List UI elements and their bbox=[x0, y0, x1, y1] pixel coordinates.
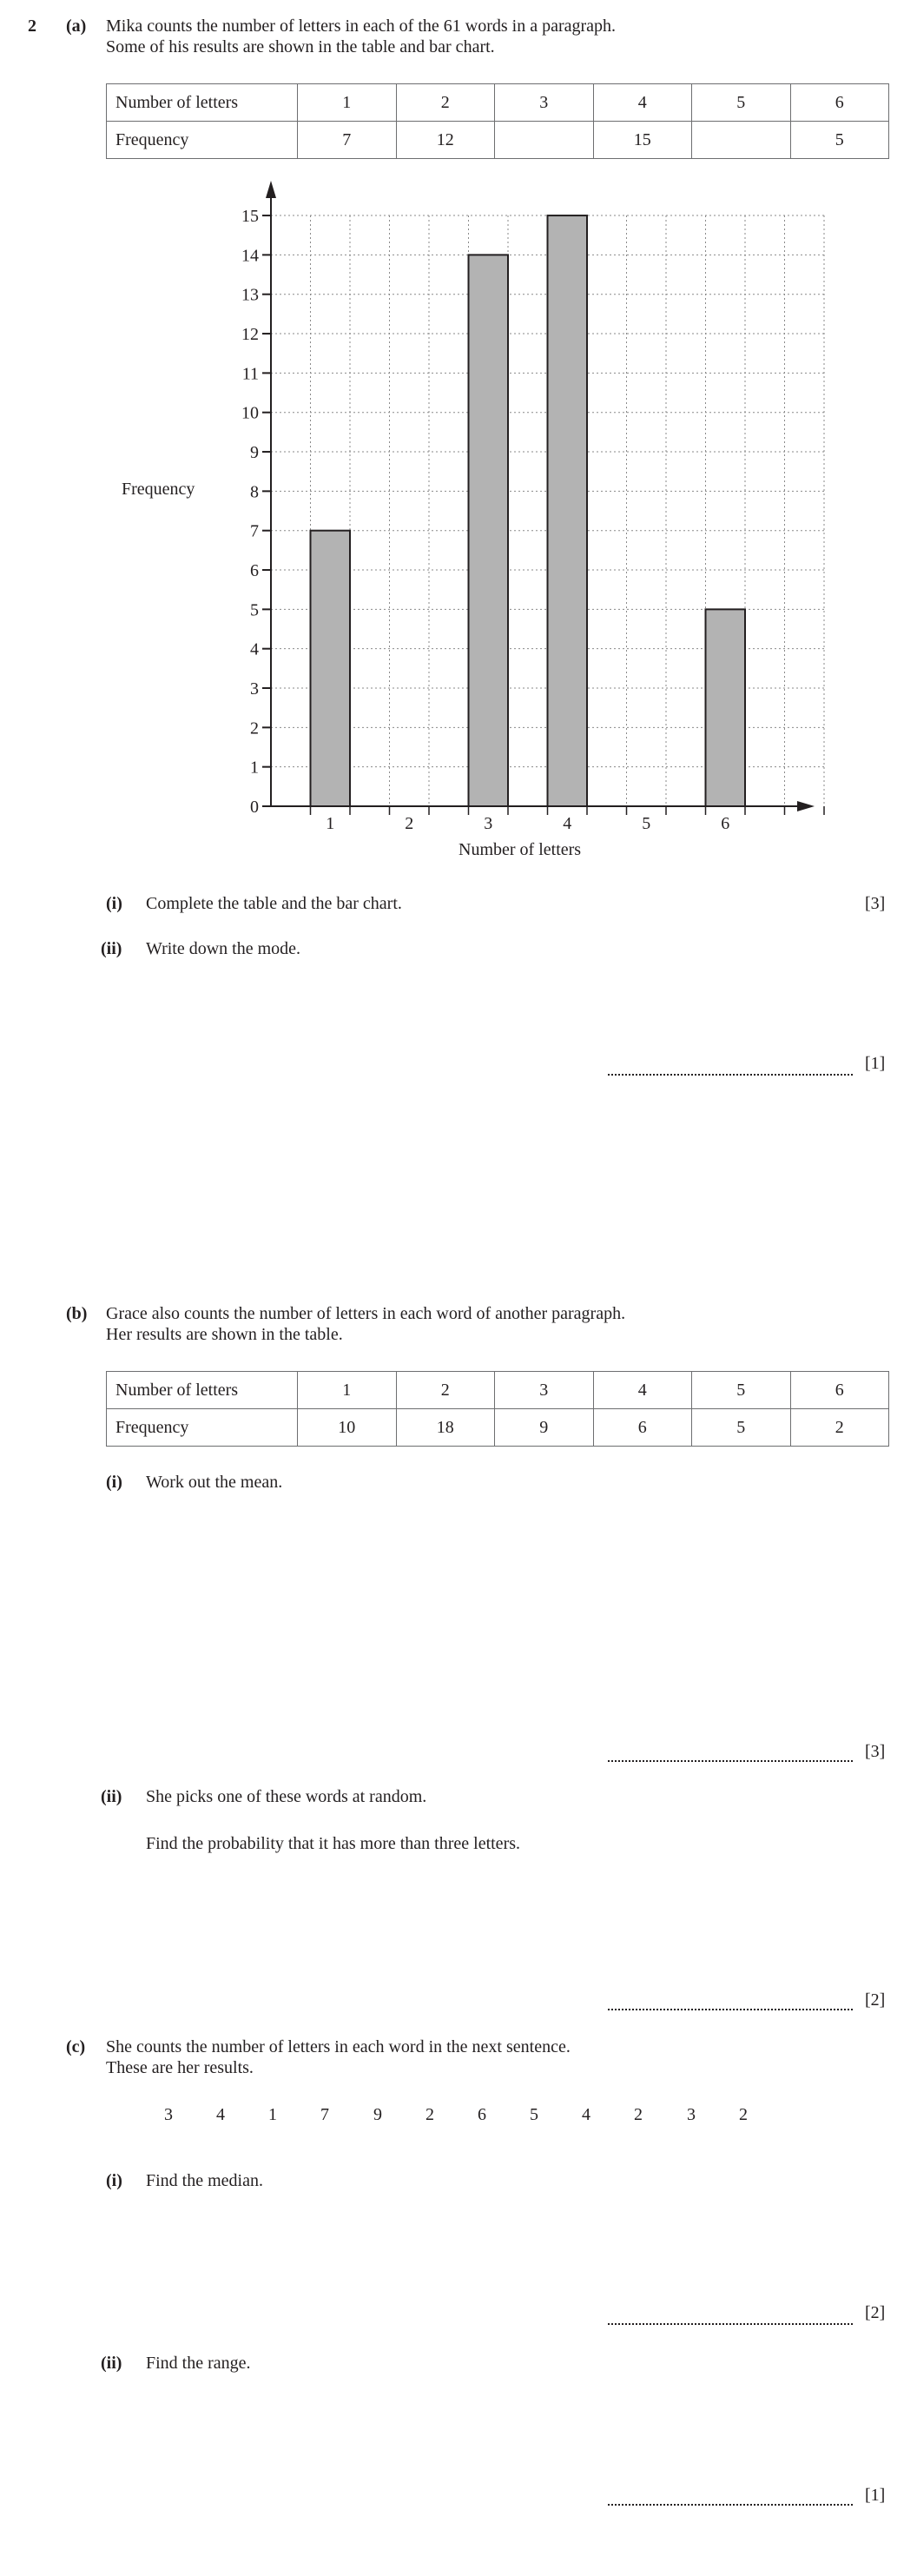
part-c-i-marks: [2] bbox=[865, 2303, 886, 2322]
y-tick-label: 8 bbox=[250, 482, 259, 502]
result-value: 2 bbox=[739, 2105, 748, 2124]
question-number: 2 bbox=[28, 17, 36, 36]
part-a-ii-label: (ii) bbox=[101, 939, 122, 958]
table-header-letters: Number of letters bbox=[107, 1372, 298, 1409]
result-value: 5 bbox=[530, 2105, 538, 2124]
table-cell: 5 bbox=[692, 1409, 791, 1447]
bar-6 bbox=[706, 609, 746, 806]
part-a-i-marks: [3] bbox=[865, 894, 886, 913]
part-c-label: (c) bbox=[66, 2037, 86, 2056]
part-a-i-label: (i) bbox=[106, 894, 122, 913]
table-cell: 6 bbox=[790, 1372, 889, 1409]
result-value: 6 bbox=[478, 2105, 486, 2124]
table-cell: 6 bbox=[593, 1409, 692, 1447]
x-tick-label: 1 bbox=[326, 814, 335, 833]
result-value: 9 bbox=[373, 2105, 382, 2124]
part-b-i-marks: [3] bbox=[865, 1742, 886, 1761]
result-value: 3 bbox=[164, 2105, 173, 2124]
x-tick-label: 4 bbox=[563, 814, 572, 833]
x-tick-label: 3 bbox=[484, 814, 493, 833]
bar-4 bbox=[548, 215, 588, 806]
part-c-intro-line2: These are her results. bbox=[106, 2058, 254, 2077]
chart-x-axis-label: Number of letters bbox=[458, 840, 582, 859]
part-c-ii-marks: [1] bbox=[865, 2486, 886, 2505]
result-value: 3 bbox=[687, 2105, 696, 2124]
y-tick-label: 9 bbox=[250, 443, 259, 463]
part-a-intro-line1: Mika counts the number of letters in each of the 61 words in a paragraph. bbox=[106, 17, 617, 36]
y-tick-label: 7 bbox=[250, 521, 259, 541]
result-value: 4 bbox=[216, 2105, 225, 2124]
answer-line-c-ii[interactable] bbox=[608, 2504, 853, 2506]
part-a-intro-line2: Some of his results are shown in the table and bar chart. bbox=[106, 37, 495, 56]
table-cell: 1 bbox=[298, 84, 397, 122]
part-b-ii-marks: [2] bbox=[865, 1990, 886, 2010]
part-a-ii-marks: [1] bbox=[865, 1054, 886, 1073]
table-row bbox=[107, 1372, 889, 1409]
table-cell: 6 bbox=[790, 84, 889, 122]
table-cell: 9 bbox=[495, 1409, 594, 1447]
table-header-letters: Number of letters bbox=[107, 84, 298, 122]
result-value: 2 bbox=[426, 2105, 434, 2124]
result-value: 1 bbox=[268, 2105, 277, 2124]
bar-1 bbox=[311, 531, 351, 806]
part-b-i-text: Work out the mean. bbox=[146, 1473, 283, 1492]
x-tick-label: 5 bbox=[642, 814, 651, 833]
part-a-i-text: Complete the table and the bar chart. bbox=[146, 894, 402, 913]
y-tick-label: 13 bbox=[241, 285, 259, 305]
y-tick-label: 11 bbox=[241, 364, 259, 384]
part-b-ii-text2: Find the probability that it has more than three letters. bbox=[146, 1834, 521, 1853]
answer-line-a-ii[interactable] bbox=[608, 1074, 853, 1076]
table-cell: 7 bbox=[298, 122, 397, 159]
chart-bars bbox=[311, 215, 746, 806]
table-cell: 12 bbox=[396, 122, 495, 159]
table-cell: 4 bbox=[593, 1372, 692, 1409]
part-a-ii-text: Write down the mode. bbox=[146, 939, 301, 958]
table-cell: 5 bbox=[790, 122, 889, 159]
table-cell: 3 bbox=[495, 84, 594, 122]
result-value: 4 bbox=[582, 2105, 590, 2124]
x-tick-label: 2 bbox=[405, 814, 414, 833]
y-tick-label: 0 bbox=[250, 798, 259, 817]
result-value: 2 bbox=[634, 2105, 643, 2124]
answer-line-c-i[interactable] bbox=[608, 2323, 853, 2325]
table-cell: 4 bbox=[593, 84, 692, 122]
part-b-label: (b) bbox=[66, 1304, 88, 1323]
y-tick-label: 15 bbox=[241, 207, 259, 227]
table-cell: 2 bbox=[396, 1372, 495, 1409]
grace-frequency-table bbox=[106, 1371, 889, 1447]
answer-line-b-ii[interactable] bbox=[608, 2009, 853, 2010]
part-b-ii-label: (ii) bbox=[101, 1787, 122, 1806]
table-cell: 15 bbox=[593, 122, 692, 159]
part-b-intro-line2: Her results are shown in the table. bbox=[106, 1325, 343, 1344]
x-axis-arrow bbox=[797, 801, 815, 811]
table-cell: 18 bbox=[396, 1409, 495, 1447]
y-tick-label: 2 bbox=[250, 718, 259, 738]
part-b-intro-line1: Grace also counts the number of letters in each word of another paragraph. bbox=[106, 1304, 626, 1323]
part-c-intro-line1: She counts the number of letters in each word in the next sentence. bbox=[106, 2037, 571, 2056]
table-row bbox=[107, 1409, 889, 1447]
y-tick-label: 5 bbox=[250, 600, 259, 620]
y-tick-label: 3 bbox=[250, 679, 259, 699]
part-c-ii-text: Find the range. bbox=[146, 2354, 251, 2373]
part-c-ii-label: (ii) bbox=[101, 2354, 122, 2373]
frequency-bar-chart[interactable] bbox=[0, 0, 917, 851]
y-tick-label: 6 bbox=[250, 561, 259, 581]
answer-line-b-i[interactable] bbox=[608, 1760, 853, 1762]
y-tick-label: 1 bbox=[250, 758, 259, 778]
table-cell: 2 bbox=[396, 84, 495, 122]
table-header-frequency: Frequency bbox=[107, 1409, 298, 1447]
y-axis-arrow bbox=[266, 181, 276, 198]
table-cell: 10 bbox=[298, 1409, 397, 1447]
table-cell: 2 bbox=[790, 1409, 889, 1447]
chart-y-axis-label: Frequency bbox=[122, 480, 195, 499]
part-b-ii-text: She picks one of these words at random. bbox=[146, 1787, 427, 1806]
table-cell: 1 bbox=[298, 1372, 397, 1409]
y-tick-label: 14 bbox=[241, 246, 259, 266]
part-c-i-label: (i) bbox=[106, 2171, 122, 2190]
table-cell: 5 bbox=[692, 84, 791, 122]
bar-3 bbox=[469, 255, 509, 806]
y-tick-label: 10 bbox=[241, 403, 259, 423]
x-tick-label: 6 bbox=[721, 814, 730, 833]
y-tick-label: 4 bbox=[250, 639, 259, 659]
part-b-i-label: (i) bbox=[106, 1473, 122, 1492]
table-header-frequency: Frequency bbox=[107, 122, 298, 159]
y-tick-label: 12 bbox=[241, 325, 259, 345]
table-cell: 3 bbox=[495, 1372, 594, 1409]
table-cell: 5 bbox=[692, 1372, 791, 1409]
part-a-label: (a) bbox=[66, 17, 87, 36]
result-value: 7 bbox=[320, 2105, 329, 2124]
part-c-i-text: Find the median. bbox=[146, 2171, 263, 2190]
